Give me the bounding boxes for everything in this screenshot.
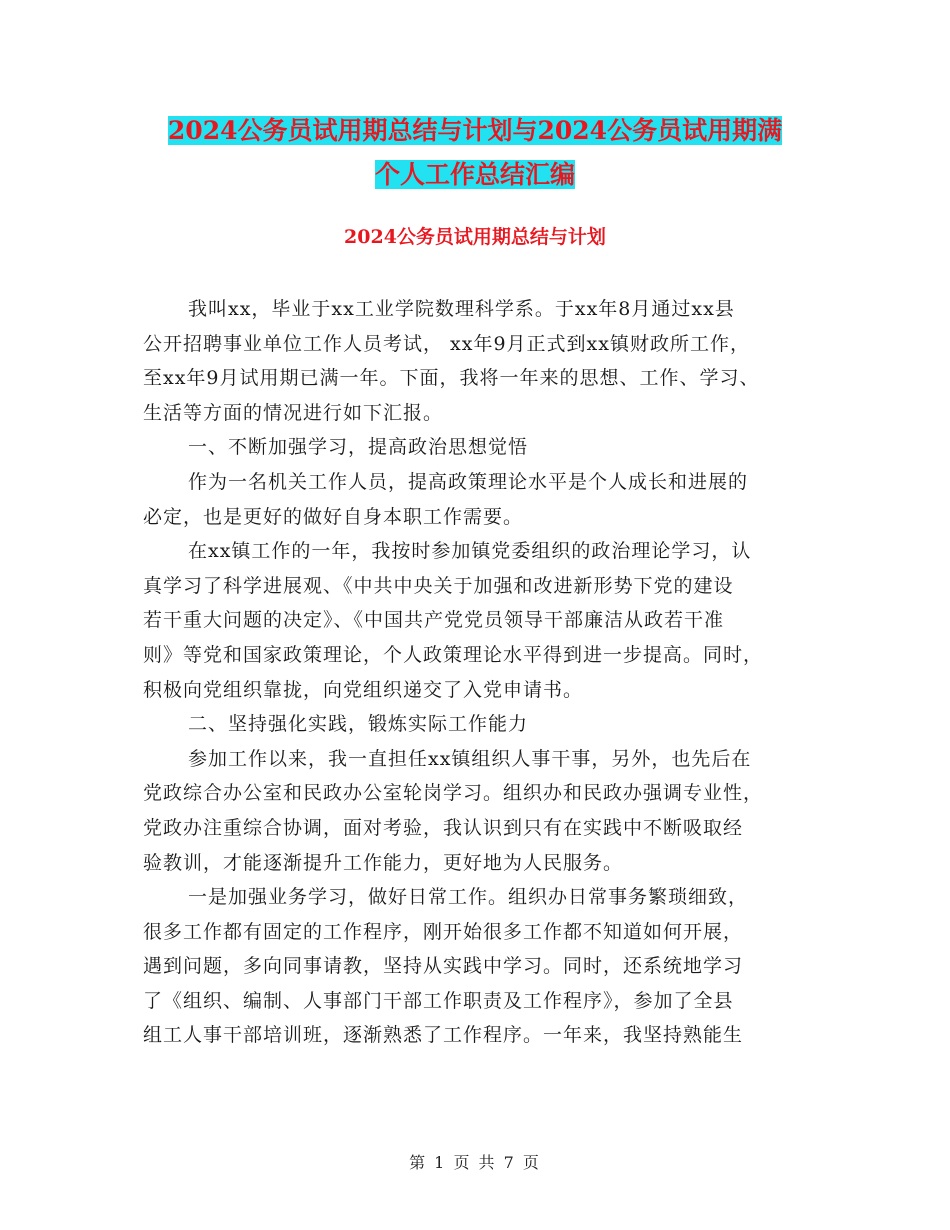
paragraph-line: 在xx镇工作的一年，我按时参加镇党委组织的政治理论学习，认 <box>188 540 752 563</box>
paragraph-line: 必定，也是更好的做好自身本职工作需要。 <box>143 505 524 528</box>
paragraph-line: 则》等党和国家政策理论，个人政策理论水平得到进一步提高。同时， <box>143 643 764 666</box>
paragraph-line: 积极向党组织靠拢，向党组织递交了入党申请书。 <box>143 678 584 701</box>
document-title-line-1 <box>0 108 950 154</box>
page-footer: 第 1 页 共 7 页 <box>409 1153 541 1172</box>
paragraph-line: 党政办注重综合协调，面对考验，我认识到只有在实践中不断吸取经 <box>143 816 744 839</box>
paragraph-line: 参加工作以来，我一直担任xx镇组织人事干事，另外，也先后在 <box>188 747 752 770</box>
paragraph-line: 遇到问题，多向同事请教，坚持从实践中学习。同时，还系统地学习 <box>143 955 744 978</box>
body-text <box>143 292 815 1053</box>
paragraph-line: 了《组织、编制、人事部门干部工作职责及工作程序》，参加了全县 <box>143 989 734 1012</box>
paragraph-line: 生活等方面的情况进行如下汇报。 <box>143 401 444 424</box>
paragraph-line: 验教训，才能逐渐提升工作能力，更好地为人民服务。 <box>143 851 624 874</box>
paragraph-line: 至xx年9月试用期已满一年。下面，我将一年来的思想、工作、学习、 <box>143 367 760 390</box>
document-title-line-2 <box>0 152 950 198</box>
paragraph-line: 党政综合办公室和民政办公室轮岗学习。组织办和民政办强调专业性， <box>143 782 764 805</box>
title-highlight-2: 个人工作总结汇编 <box>374 160 575 189</box>
section-title: 2024公务员试用期总结与计划 <box>344 226 606 248</box>
title-highlight-1: 2024公务员试用期总结与计划与2024公务员试用期满 <box>167 116 783 145</box>
paragraph-line: 我叫xx，毕业于xx工业学院数理科学系。于xx年8月通过xx县 <box>188 298 735 320</box>
paragraph-line: 组工人事干部培训班，逐渐熟悉了工作程序。一年来，我坚持熟能生 <box>143 1024 744 1047</box>
paragraph-line: 公开招聘事业单位工作人员考试， xx年9月正式到xx镇财政所工作， <box>143 332 750 355</box>
paragraph-line: 若干重大问题的决定》、《中国共产党党员领导干部廉洁从政若干准 <box>143 609 725 632</box>
heading-line: 一、不断加强学习，提高政治思想觉悟 <box>188 436 529 459</box>
paragraph-line: 作为一名机关工作人员，提高政策理论水平是个人成长和进展的 <box>188 470 749 493</box>
paragraph-line: 很多工作都有固定的工作程序，刚开始很多工作都不知道如何开展， <box>143 920 744 943</box>
heading-line: 二、坚持强化实践，锻炼实际工作能力 <box>188 713 529 736</box>
paragraph-line: 一是加强业务学习，做好日常工作。组织办日常事务繁琐细致， <box>188 886 749 909</box>
paragraph-line: 真学习了科学进展观、《中共中央关于加强和改进新形势下党的建设 <box>143 574 734 597</box>
